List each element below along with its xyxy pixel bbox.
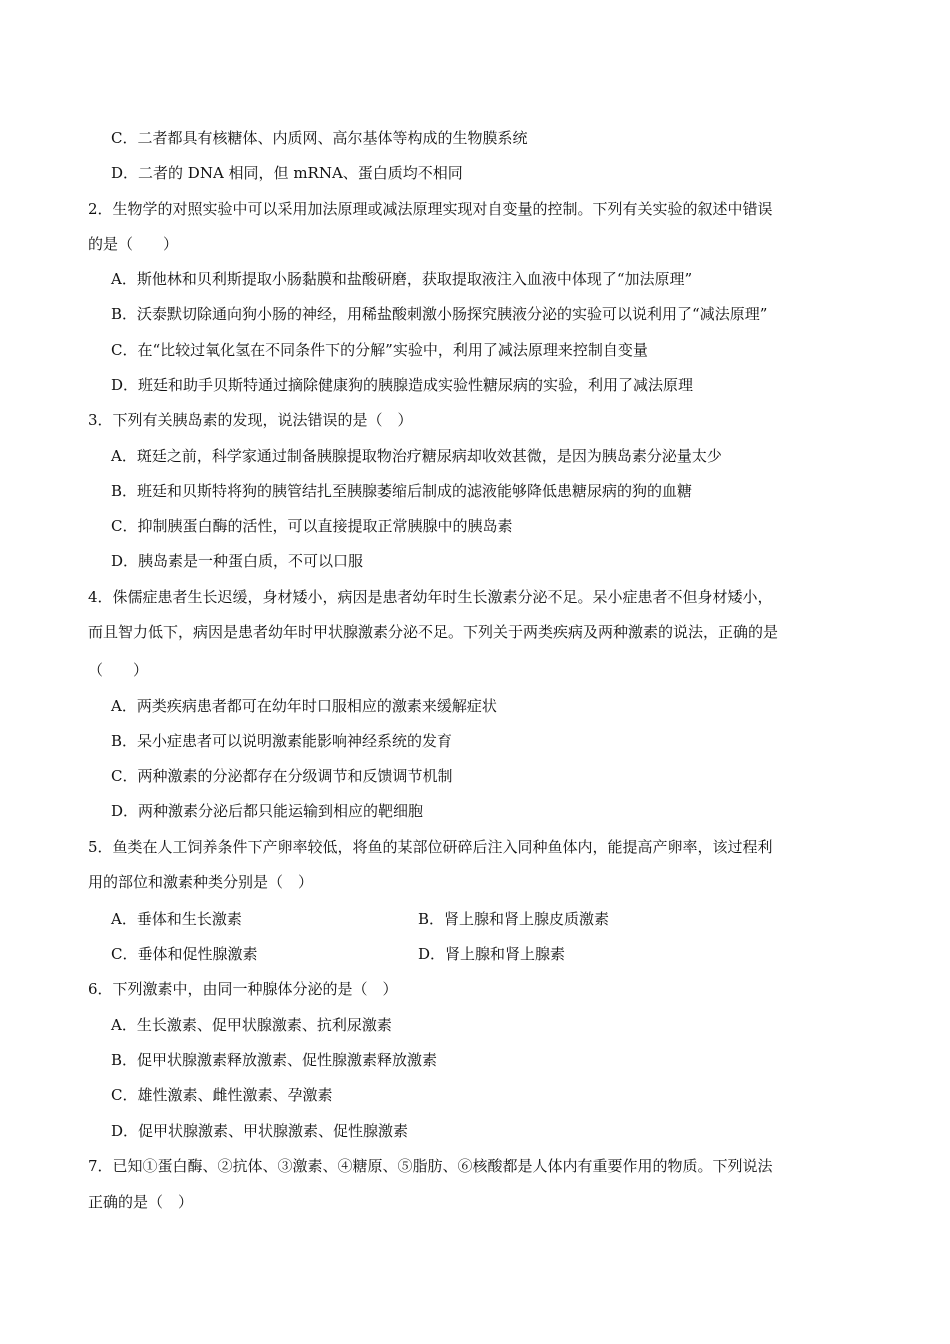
q5-stem-line1: 5．鱼类在人工饲养条件下产卵率较低，将鱼的某部位研碎后注入同种鱼体内，能提高产卵率，该过程利 [88,838,773,856]
q6-option-a: A．生长激素、促甲状腺激素、抗利尿激素 [111,1016,392,1034]
q2-option-a: A．斯他林和贝利斯提取小肠黏膜和盐酸研磨，获取提取液注入血液中体现了“加法原理” [111,270,693,288]
q3-option-d: D．胰岛素是一种蛋白质，不可以口服 [111,552,364,570]
q4-option-b: B．呆小症患者可以说明激素能影响神经系统的发育 [111,732,453,750]
q2-option-b: B．沃泰默切除通向狗小肠的神经，用稀盐酸刺激小肠探究胰液分泌的实验可以说利用了“减法原理” [111,305,768,323]
q3-stem: 3．下列有关胰岛素的发现，说法错误的是（ ） [88,411,413,429]
q3-option-c: C．抑制胰蛋白酶的活性，可以直接提取正常胰腺中的胰岛素 [111,517,513,535]
q7-stem-line1: 7．已知①蛋白酶、②抗体、③激素、④糖原、⑤脂肪、⑥核酸都是人体内有重要作用的物质。下列说法 [88,1157,773,1175]
q4-stem-line3: （ ） [88,661,149,679]
q2-option-d: D．班廷和助手贝斯特通过摘除健康狗的胰腺造成实验性糖尿病的实验，利用了减法原理 [111,376,694,394]
q4-option-a: A．两类疾病患者都可在幼年时口服相应的激素来缓解症状 [111,697,497,715]
q6-option-c: C．雄性激素、雌性激素、孕激素 [111,1086,333,1104]
q6-option-b: B．促甲状腺激素释放激素、促性腺激素释放激素 [111,1051,438,1069]
q5-option-b: B．肾上腺和肾上腺皮质激素 [418,910,610,928]
q6-stem: 6．下列激素中，由同一种腺体分泌的是（ ） [88,980,398,998]
q3-option-b: B．班廷和贝斯特将狗的胰管结扎至胰腺萎缩后制成的滤液能够降低患糖尿病的狗的血糖 [111,482,693,500]
q1-option-d: D．二者的 DNA 相同，但 mRNA、蛋白质均不相同 [111,164,463,182]
q2-stem-line2: 的是（ ） [88,235,179,253]
q5-option-d: D．肾上腺和肾上腺素 [418,945,566,963]
q4-option-d: D．两种激素分泌后都只能运输到相应的靶细胞 [111,802,424,820]
q3-option-a: A．斑廷之前，科学家通过制备胰腺提取物治疗糖尿病却收效甚微，是因为胰岛素分泌量太少 [111,447,722,465]
q2-stem-line1: 2．生物学的对照实验中可以采用加法原理或减法原理实现对自变量的控制。下列有关实验的叙述中错误 [88,200,773,218]
q4-stem-line1: 4．侏儒症患者生长迟缓，身材矮小，病因是患者幼年时生长激素分泌不足。呆小症患者不但身材矮小， [88,588,773,606]
q7-stem-line2: 正确的是（ ） [88,1193,194,1211]
q6-option-d: D．促甲状腺激素、甲状腺激素、促性腺激素 [111,1122,409,1140]
q5-stem-line2: 用的部位和激素种类分别是（ ） [88,873,314,891]
q4-option-c: C．两种激素的分泌都存在分级调节和反馈调节机制 [111,767,453,785]
q5-option-a: A．垂体和生长激素 [111,910,242,928]
q4-stem-line2: 而且智力低下，病因是患者幼年时甲状腺激素分泌不足。下列关于两类疾病及两种激素的说法，正确的是 [88,623,779,641]
q1-option-c: C．二者都具有核糖体、内质网、高尔基体等构成的生物膜系统 [111,129,528,147]
q2-option-c: C．在“比较过氧化氢在不同条件下的分解”实验中，利用了减法原理来控制自变量 [111,341,648,359]
q5-option-c: C．垂体和促性腺激素 [111,945,258,963]
